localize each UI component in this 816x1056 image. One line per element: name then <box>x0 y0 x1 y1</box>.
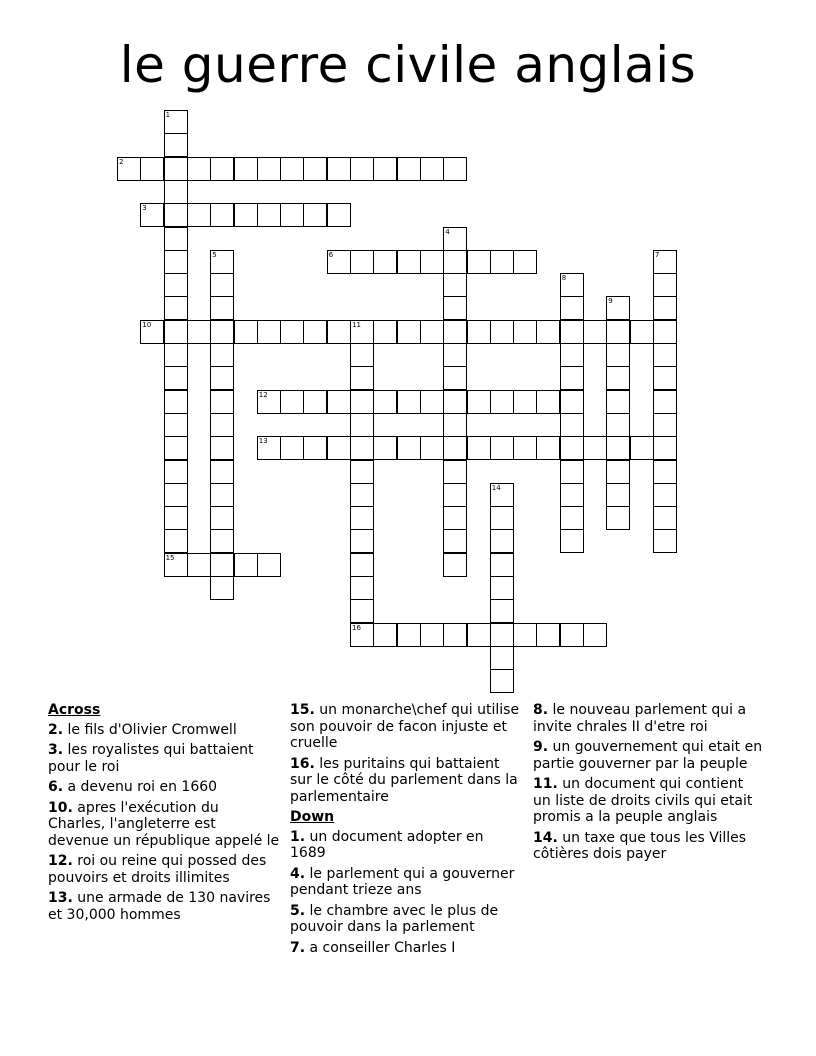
grid-cell <box>210 273 234 297</box>
grid-cell <box>234 157 258 181</box>
clue-text: le chambre avec le plus de pouvoir dans la parlement <box>290 902 499 935</box>
grid-cell <box>467 390 491 414</box>
grid-cell <box>280 320 304 344</box>
grid-cell <box>327 250 351 274</box>
grid-cell <box>606 366 630 390</box>
grid-cell <box>560 623 584 647</box>
grid-cell <box>210 460 234 484</box>
page-title: le guerre civile anglais <box>119 36 697 94</box>
grid-cell <box>490 599 514 623</box>
grid-cell <box>257 553 281 577</box>
grid-cell <box>373 157 397 181</box>
grid-cell <box>280 390 304 414</box>
grid-cell <box>164 250 188 274</box>
clue-text: un document qui contient un liste de droits civils qui etait promis a la peuple anglais <box>533 776 753 825</box>
grid-cell <box>443 529 467 553</box>
grid-cell <box>164 506 188 530</box>
grid-cell <box>350 623 374 647</box>
grid-cell <box>443 623 467 647</box>
grid-cell <box>653 366 677 390</box>
grid-cell <box>187 553 211 577</box>
grid-cell <box>164 483 188 507</box>
clue-number-label: 15. <box>290 702 315 718</box>
clue-number: 13 <box>258 437 268 446</box>
clue-number-label: 16. <box>290 755 315 772</box>
grid-cell <box>303 320 327 344</box>
grid-cell <box>164 390 188 414</box>
clue-number: 4 <box>445 227 450 236</box>
grid-cell <box>397 436 421 460</box>
grid-cell <box>210 250 234 274</box>
grid-cell <box>350 413 374 437</box>
across-heading: Across <box>48 702 101 718</box>
grid-cell <box>443 273 467 297</box>
grid-cell <box>560 366 584 390</box>
grid-cell <box>606 483 630 507</box>
grid-cell <box>210 390 234 414</box>
grid-cell <box>467 250 491 274</box>
clue-item <box>290 829 522 862</box>
clue-item <box>48 800 280 850</box>
grid-cell <box>397 250 421 274</box>
grid-cell <box>350 343 374 367</box>
grid-cell <box>210 296 234 320</box>
grid-cell <box>467 623 491 647</box>
clue-text: les royalistes qui battaient pour le roi <box>48 742 254 775</box>
down-clue-list-continued <box>533 702 765 863</box>
grid-cell <box>164 110 188 134</box>
clue-number: 14 <box>491 483 501 492</box>
grid-cell <box>187 203 211 227</box>
grid-cell <box>210 366 234 390</box>
grid-cell <box>653 390 677 414</box>
grid-cell <box>490 646 514 670</box>
grid-cell <box>560 320 584 344</box>
clue-text: un monarche\chef qui utilise son pouvoir de facon injuste et cruelle <box>290 702 520 751</box>
grid-cell <box>653 506 677 530</box>
clue-number: 1 <box>165 111 171 119</box>
clues-column-2 <box>290 702 522 960</box>
grid-cell <box>210 483 234 507</box>
clue-text: les puritains qui battaient sur le côté du parlement dans la parlementaire <box>290 755 518 805</box>
grid-cell <box>373 390 397 414</box>
grid-cell <box>490 576 514 600</box>
grid-cell <box>467 436 491 460</box>
clue-item <box>290 940 522 957</box>
grid-cell <box>303 203 327 227</box>
clue-text: apres l'exécution du Charles, l'angleterre est devenue un république appelé le <box>48 799 280 849</box>
grid-cell <box>490 483 514 507</box>
grid-cell <box>653 436 677 460</box>
grid-cell <box>467 320 491 344</box>
grid-cell <box>583 320 607 344</box>
clue-item <box>290 866 522 899</box>
grid-cell <box>560 273 584 297</box>
grid-cell <box>420 436 444 460</box>
clue-item <box>290 702 522 752</box>
clue-number: 16 <box>352 623 361 632</box>
grid-cell <box>536 390 560 414</box>
grid-cell <box>210 529 234 553</box>
grid-cell <box>397 390 421 414</box>
grid-cell <box>234 553 258 577</box>
grid-cell <box>513 436 537 460</box>
grid-cell <box>327 203 351 227</box>
grid-cell <box>164 366 188 390</box>
grid-cell <box>373 436 397 460</box>
grid-cell <box>560 343 584 367</box>
grid-cell <box>653 250 677 274</box>
grid-cell <box>350 250 374 274</box>
grid-cell <box>350 576 374 600</box>
clue-number: 5 <box>212 250 217 259</box>
grid-cell <box>164 413 188 437</box>
clue-number: 7 <box>654 250 660 259</box>
clue-item <box>48 779 280 796</box>
grid-cell <box>350 436 374 460</box>
grid-cell <box>164 553 188 577</box>
clue-item <box>290 903 522 936</box>
grid-cell <box>443 157 467 181</box>
clue-number: 2 <box>119 157 124 166</box>
clue-number-label: 2. <box>48 721 64 738</box>
clue-number: 10 <box>142 320 152 329</box>
clue-number: 12 <box>258 390 268 399</box>
clue-text: le fils d'Olivier Cromwell <box>63 721 237 738</box>
grid-cell <box>536 623 560 647</box>
clue-text: un document adopter en 1689 <box>290 828 484 861</box>
grid-cell <box>350 506 374 530</box>
grid-cell <box>280 436 304 460</box>
grid-cell <box>257 203 281 227</box>
clues-column-1 <box>48 702 280 927</box>
clue-item <box>533 830 765 863</box>
grid-cell <box>350 460 374 484</box>
grid-cell <box>164 227 188 251</box>
grid-cell <box>560 436 584 460</box>
clue-text: a devenu roi en 1660 <box>63 779 218 795</box>
grid-cell <box>560 506 584 530</box>
grid-cell <box>420 250 444 274</box>
grid-cell <box>443 413 467 437</box>
grid-cell <box>210 343 234 367</box>
clue-number: 6 <box>328 250 334 259</box>
grid-cell <box>303 390 327 414</box>
grid-cell <box>373 320 397 344</box>
grid-cell <box>210 506 234 530</box>
grid-cell <box>350 483 374 507</box>
clue-number: 9 <box>608 297 613 306</box>
grid-cell <box>234 320 258 344</box>
grid-cell <box>164 157 188 181</box>
clue-text: le parlement qui a gouverner pendant trieze ans <box>290 865 515 898</box>
grid-cell <box>560 529 584 553</box>
grid-cell <box>140 320 164 344</box>
grid-cell <box>560 296 584 320</box>
clue-item <box>533 776 765 826</box>
clue-number-label: 9. <box>533 739 549 755</box>
grid-cell <box>443 343 467 367</box>
grid-cell <box>164 320 188 344</box>
clue-number-label: 10. <box>48 799 73 816</box>
grid-cell <box>210 413 234 437</box>
grid-cell <box>280 157 304 181</box>
grid-cell <box>630 320 654 344</box>
grid-cell <box>443 483 467 507</box>
grid-cell <box>606 436 630 460</box>
grid-cell <box>443 390 467 414</box>
grid-cell <box>350 366 374 390</box>
grid-cell <box>350 599 374 623</box>
grid-cell <box>420 157 444 181</box>
clue-number: 8 <box>561 274 567 283</box>
across-clue-list-continued <box>290 702 522 805</box>
grid-cell <box>653 273 677 297</box>
grid-cell <box>513 250 537 274</box>
grid-cell <box>164 133 188 157</box>
grid-cell <box>490 320 514 344</box>
grid-cell <box>397 623 421 647</box>
grid-cell <box>327 320 351 344</box>
grid-cell <box>164 273 188 297</box>
clue-number: 11 <box>352 320 361 329</box>
clue-number-label: 4. <box>290 865 306 882</box>
grid-cell <box>443 250 467 274</box>
grid-cell <box>164 343 188 367</box>
grid-cell <box>373 623 397 647</box>
clue-item <box>533 702 765 735</box>
grid-cell <box>210 576 234 600</box>
grid-cell <box>443 227 467 251</box>
grid-cell <box>490 669 514 693</box>
grid-cell <box>164 203 188 227</box>
grid-cell <box>350 157 374 181</box>
clue-number-label: 5. <box>290 902 306 919</box>
clue-number-label: 13. <box>48 890 73 906</box>
grid-cell <box>536 436 560 460</box>
clue-text: roi ou reine qui possed des pouvoirs et droits illimites <box>48 853 267 886</box>
grid-cell <box>140 157 164 181</box>
grid-cell <box>606 506 630 530</box>
clue-item <box>290 756 522 806</box>
grid-cell <box>560 483 584 507</box>
grid-cell <box>606 343 630 367</box>
clue-number-label: 8. <box>533 702 549 718</box>
grid-cell <box>653 343 677 367</box>
grid-cell <box>606 413 630 437</box>
grid-cell <box>490 529 514 553</box>
grid-cell <box>420 623 444 647</box>
grid-cell <box>164 180 188 204</box>
grid-cell <box>257 157 281 181</box>
clues-column-3 <box>533 702 765 867</box>
grid-cell <box>443 553 467 577</box>
grid-cell <box>210 436 234 460</box>
grid-cell <box>490 390 514 414</box>
grid-cell <box>397 157 421 181</box>
grid-cell <box>234 203 258 227</box>
grid-cell <box>117 157 141 181</box>
clue-number: 15 <box>165 553 175 562</box>
grid-cell <box>536 320 560 344</box>
grid-cell <box>373 250 397 274</box>
clue-item <box>48 853 280 886</box>
grid-cell <box>513 623 537 647</box>
grid-cell <box>327 436 351 460</box>
grid-cell <box>653 320 677 344</box>
clue-item <box>48 742 280 775</box>
grid-cell <box>490 623 514 647</box>
clue-number: 3 <box>142 204 147 213</box>
grid-cell <box>443 460 467 484</box>
grid-cell <box>443 320 467 344</box>
grid-cell <box>490 250 514 274</box>
across-clue-list <box>48 722 280 924</box>
grid-cell <box>630 436 654 460</box>
grid-cell <box>140 203 164 227</box>
clue-number-label: 1. <box>290 828 306 845</box>
down-clue-list <box>290 829 522 957</box>
grid-cell <box>350 529 374 553</box>
grid-cell <box>350 390 374 414</box>
grid-cell <box>164 529 188 553</box>
grid-cell <box>350 320 374 344</box>
grid-cell <box>653 529 677 553</box>
grid-cell <box>653 413 677 437</box>
grid-cell <box>210 157 234 181</box>
grid-cell <box>606 320 630 344</box>
clue-text: un gouvernement qui etait en partie gouverner par la peuple <box>533 739 763 772</box>
clue-number-label: 12. <box>48 853 73 869</box>
grid-cell <box>187 157 211 181</box>
grid-cell <box>606 296 630 320</box>
clue-number-label: 3. <box>48 742 64 758</box>
grid-cell <box>164 436 188 460</box>
grid-cell <box>420 320 444 344</box>
grid-cell <box>210 203 234 227</box>
grid-cell <box>303 436 327 460</box>
grid-cell <box>513 320 537 344</box>
grid-cell <box>210 553 234 577</box>
grid-cell <box>164 296 188 320</box>
grid-cell <box>490 506 514 530</box>
clue-item <box>48 890 280 923</box>
grid-cell <box>560 460 584 484</box>
grid-cell <box>443 436 467 460</box>
grid-cell <box>606 390 630 414</box>
grid-cell <box>443 366 467 390</box>
grid-cell <box>490 436 514 460</box>
grid-cell <box>210 320 234 344</box>
clue-item <box>533 739 765 772</box>
grid-cell <box>280 203 304 227</box>
grid-cell <box>443 506 467 530</box>
grid-cell <box>653 483 677 507</box>
grid-cell <box>327 157 351 181</box>
grid-cell <box>187 320 211 344</box>
grid-cell <box>490 553 514 577</box>
grid-cell <box>350 553 374 577</box>
grid-cell <box>583 436 607 460</box>
clue-number-label: 6. <box>48 779 64 795</box>
clue-text: a conseiller Charles I <box>305 939 456 956</box>
grid-cell <box>257 390 281 414</box>
grid-cell <box>583 623 607 647</box>
grid-cell <box>443 296 467 320</box>
grid-cell <box>653 460 677 484</box>
clue-number-label: 14. <box>533 829 558 846</box>
grid-cell <box>257 320 281 344</box>
clue-text: une armade de 130 navires et 30,000 hommes <box>48 890 271 923</box>
grid-cell <box>653 296 677 320</box>
down-heading: Down <box>290 809 335 825</box>
grid-cell <box>257 436 281 460</box>
grid-cell <box>327 390 351 414</box>
clue-number-label: 11. <box>533 776 558 792</box>
grid-cell <box>164 460 188 484</box>
grid-cell <box>420 390 444 414</box>
grid-cell <box>397 320 421 344</box>
clue-item <box>48 722 280 739</box>
grid-cell <box>303 157 327 181</box>
grid-cell <box>560 390 584 414</box>
grid-cell <box>606 460 630 484</box>
clue-text: un taxe que tous les Villes côtières dois payer <box>533 829 747 862</box>
clue-text: le nouveau parlement qui a invite chrales II d'etre roi <box>533 702 747 735</box>
grid-cell <box>560 413 584 437</box>
clue-number-label: 7. <box>290 939 306 956</box>
grid-cell <box>513 390 537 414</box>
